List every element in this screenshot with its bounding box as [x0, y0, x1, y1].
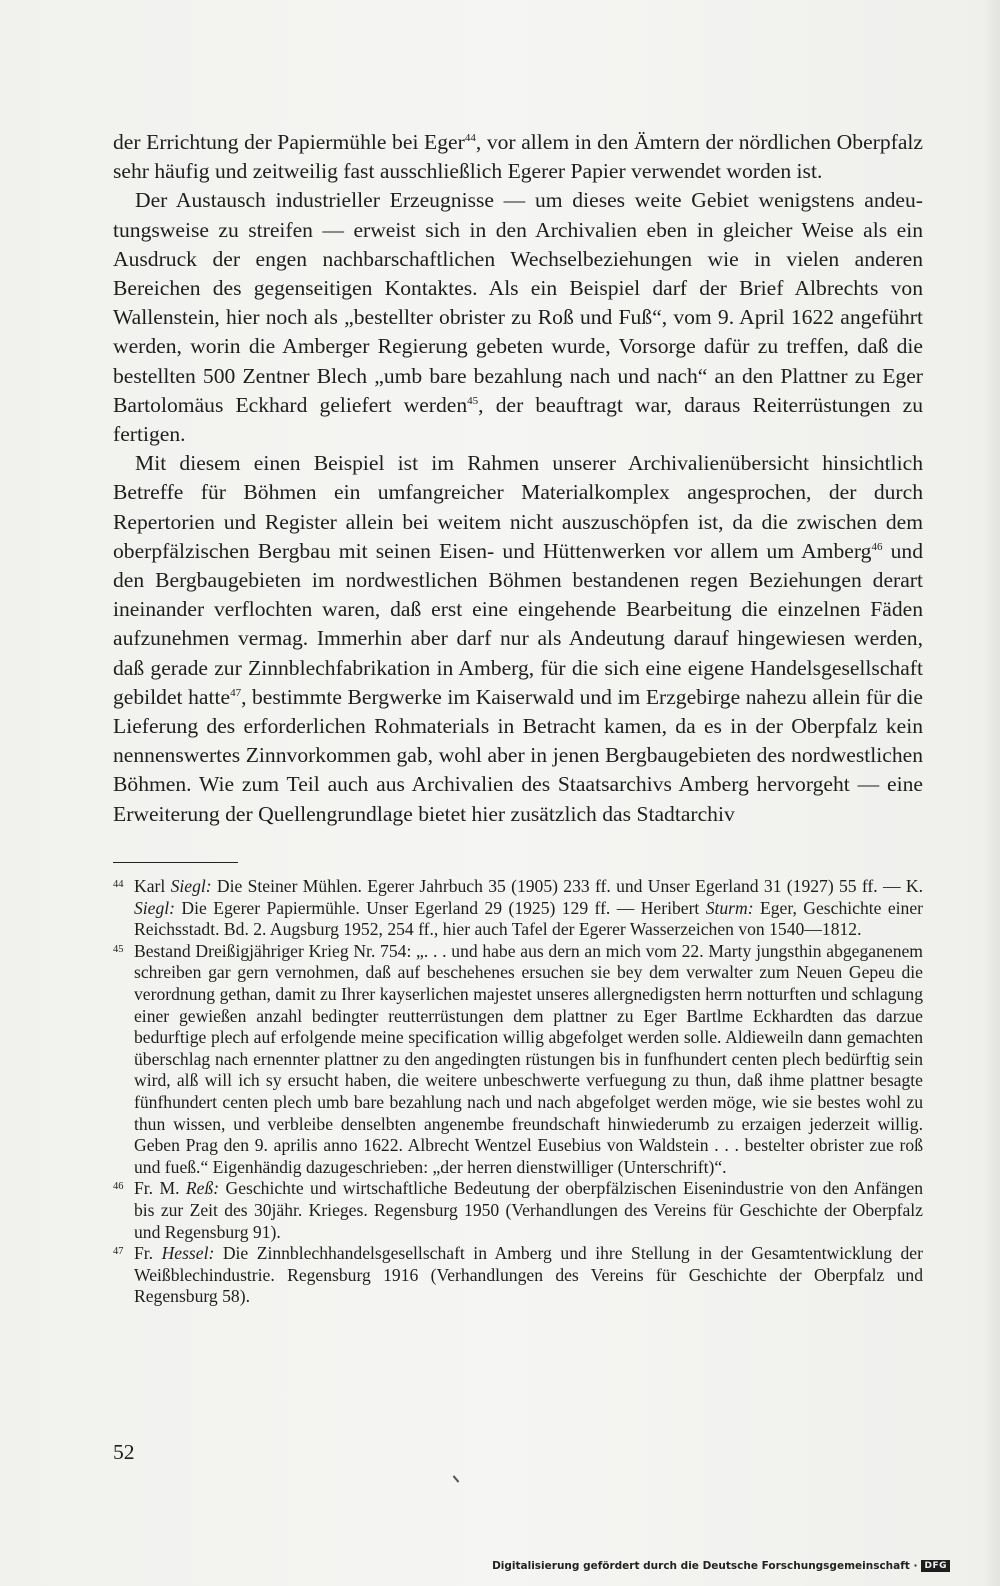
footnote-text: Bestand Dreißigjähriger Krieg Nr. 754: „. . . und habe aus dern an mich vom 22. Marty jungsthin abgeganenem schreiben gar gern vernohmen, daß auf beschehenes ersuchen sie bey dem verwalter zum Neuen Gepeu die verordnung gethan, damit zu Ihrer kayserlichen majestet unseres allergnedigsten herrn notturften und schlagung einer gewießen anzahl bedingter reutterrüstungen dem plattner zu Eger Bartlme Eckhardten das darzue bedurftige plech auf erfolgende meine specification willig abgefolget werden solle. Aldieweiln dann gemachten überschlag nach ernennter plattner zu den angedingten rüstungen bis in funfhundert centen plech bedürftig sein wird, alß will ich sy ersucht haben, die weitere unbeschwerte verfuegung zu thun, daß ihme plattner besagte fünfhundert centen plech umb bare bezahlung nach und nach abgefolget werden möge, wie sie bestes wohl zu thun wissen, und verbleibe denselbten angenembe freundschaft hinwiederumb zu erzaigen jederzeit willig. Geben Prag den 9. aprilis anno 1622. Albrecht Wentzel Eusebius von Waldstein . . . bestelter obrister zue roß und fueß.“ Eigenhändig dazugeschrieben: „der herren dienstwilliger (Unterschrift)“.	[134, 940, 923, 1177]
footnotes	[113, 876, 923, 1308]
footnote-46	[113, 1178, 923, 1243]
footnote-ref-45[interactable]: 45	[467, 394, 479, 407]
paragraph-2-text: Der Austausch industrieller Erzeugnisse — um dieses weite Gebiet wenigstens andeutungsweise zu streifen — erweist sich in den Archivalien eben in gleicher Weise als ein Ausdruck der engen nachbarschaftlichen Wechselbeziehungen wie in vielen anderen Bereichen des gegenseitigen Kontaktes. Als ein Beispiel darf der Brief Albrechts von Wallenstein, hier noch als „bestellter obrister zu Roß und Fuß“, vom 9. April 1622 angeführt werden, worin die Amberger Regierung gebeten wurde, Vorsorge dafür zu treffen, daß die bestellten 500 Zentner Blech „umb bare bezahlung nach und nach“ an den Plattner zu Eger Bartolomäus Eckhard geliefert werden	[113, 188, 923, 417]
paragraph-1-text-cont: , vor allem in den Ämtern der nördlichen Oberpfalz sehr häufig und zeitweilig fast ausschließlich Egerer Papier verwendet worden ist.	[113, 130, 923, 184]
paragraph-1	[113, 128, 923, 186]
paragraph-2-text-cont: , der beauftragt war, daraus Reiterrüstungen zu fertigen.	[113, 392, 924, 447]
footnote-number: 47	[113, 1246, 124, 1258]
footnote-separator	[113, 862, 238, 863]
footnote-text: Die Steiner Mühlen. Egerer Jahrbuch 35 (1905) 233 ff. und Unser Egerland 31 (1927) 55 ff. — K.	[211, 876, 923, 896]
paragraph-1-text: der Errichtung der Papiermühle bei Eger	[113, 130, 465, 154]
paragraph-3-text-cont: und den Bergbaugebieten im nordwestlichen Böhmen bestandenen regen Beziehungen derart ineinander verflochten waren, daß erst eine eingehende Bearbeitung die einzelnen Fäden aufzunehmen vermag. Immerhin aber darf nur als Andeutung darauf hingewiesen werden, daß gerade zur Zinnblechfabrikation in Amberg, für die sich eine eigene Handelsgesellschaft gebildet hatte	[113, 538, 923, 709]
footnote-44	[113, 876, 923, 941]
footnote-text: Eger, Geschichte einer Reichsstadt. Bd. 2. Augsburg 1952, 254 ff., hier auch Tafel der Egerer Wasserzeichen von 1540—1812.	[134, 897, 923, 940]
footnote-text: Die Zinnblechhandelsgesellschaft in Amberg und ihre Stellung in der Gesamtentwicklung der Weißblechindustrie. Regensburg 1916 (Verhandlungen des Vereins für Geschichte der Oberpfalz und Regensburg 58).	[134, 1243, 923, 1307]
footnote-author: Hessel:	[161, 1243, 215, 1264]
main-text	[113, 128, 923, 829]
paragraph-3-text: Mit diesem einen Beispiel ist im Rahmen unserer Archivalienübersicht hinsichtlich Betreffe für Böhmen ein umfangreicher Materialkomplex angesprochen, der durch Repertorien und Register allein bei weitem nicht auszuschöpfen ist, da die zwischen dem oberpfälzischen Bergbau mit seinen Eisen- und Hüttenwerken vor allem um Amberg	[113, 451, 923, 563]
footnote-number: 44	[113, 879, 124, 890]
footnote-text: Fr.	[134, 1243, 162, 1264]
footnote-ref-44[interactable]: 44	[464, 131, 476, 144]
footnote-author: Siegl:	[134, 897, 176, 918]
footnote-text: Fr. M.	[134, 1178, 186, 1199]
footnote-ref-46[interactable]: 46	[871, 540, 883, 553]
page-number: 52	[113, 1440, 135, 1464]
footnote-text: Karl	[134, 876, 171, 896]
digitization-credit	[492, 1560, 950, 1572]
footnote-45	[113, 941, 923, 1179]
page-edge-shadow	[982, 0, 1000, 1586]
dfg-logo: DFG	[921, 1560, 950, 1572]
footnote-number: 46	[113, 1181, 124, 1193]
footnote-author: Siegl:	[170, 876, 212, 896]
footnote-text: Geschichte und wirtschaftliche Bedeutung der oberpfälzischen Eisenindustrie von den Anfängen bis zur Zeit des 30jähr. Krieges. Regensburg 1950 (Verhandlungen des Vereins für Geschichte der Oberpfalz und Regensburg 91).	[134, 1178, 923, 1242]
credit-text: Digitalisierung gefördert durch die Deutsche Forschungsgemeinschaft ·	[492, 1560, 918, 1572]
footnote-number: 45	[113, 943, 124, 955]
footnote-author: Reß:	[185, 1178, 220, 1199]
footnote-author: Sturm:	[705, 897, 754, 918]
paragraph-3	[113, 449, 923, 829]
footnote-47	[113, 1243, 923, 1308]
footnote-ref-47[interactable]: 47	[230, 686, 242, 699]
scan-speck	[453, 1475, 460, 1482]
paragraph-3-text-end: , bestimmte Bergwerke im Kaiserwald und im Erzgebirge nahezu allein für die Lieferung des erforderlichen Rohmaterials in Betracht kamen, da es in der Oberpfalz kein nennenswertes Zinnvorkommen gab, wohl aber in jenen Bergbaugebieten des nordwestlichen Böhmen. Wie zum Teil auch aus Archivalien des Staatsarchivs Amberg hervorgeht — eine Erweiterung der Quellengrundlage bietet hier zusätzlich das Stadtarchiv	[113, 684, 923, 826]
footnote-text: Die Egerer Papiermühle. Unser Egerland 29 (1925) 129 ff. — Heribert	[175, 897, 706, 918]
paragraph-2	[113, 186, 923, 449]
